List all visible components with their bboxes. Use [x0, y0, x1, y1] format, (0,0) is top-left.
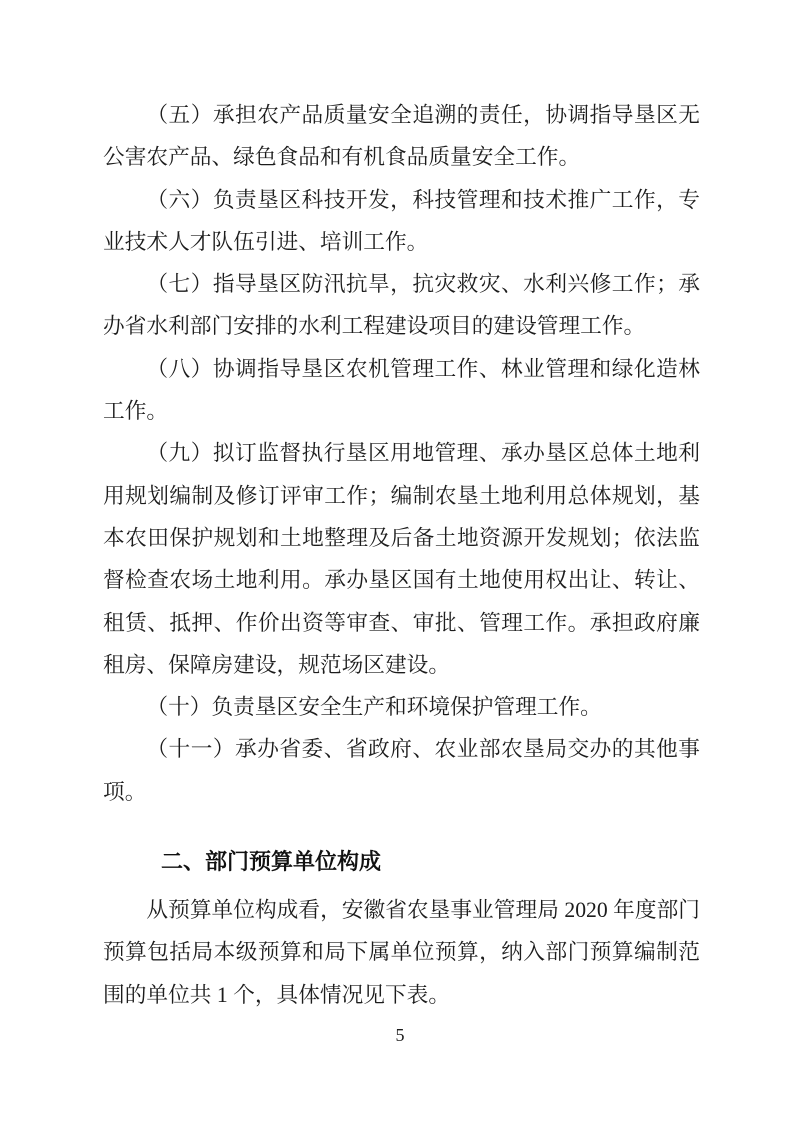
paragraph-duty-6: （六）负责垦区科技开发，科技管理和技术推广工作，专业技术人才队伍引进、培训工作。 — [103, 187, 700, 254]
paragraph-duty-8: （八）协调指导垦区农机管理工作、林业管理和绿化造林工作。 — [103, 356, 700, 424]
paragraph-budget-intro: 从预算单位构成看，安徽省农垦事业管理局 2020 年度部门预算包括局本级预算和局下属单位预算，纳入部门预算编制范围的单位共 1 个，具体情况见下表。 — [103, 898, 700, 1007]
paragraph-duty-5: （五）承担农产品质量安全追溯的责任，协调指导垦区无公害农产品、绿色食品和有机食品质量安全工作。 — [103, 103, 700, 170]
document-body — [103, 94, 700, 1016]
paragraph-duty-10: （十）负责垦区安全生产和环境保护管理工作。 — [146, 695, 602, 720]
paragraph-duty-9: （九）拟订监督执行垦区用地管理、承办垦区总体土地利用规划编制及修订评审工作；编制农垦土地利用总体规划，基本农田保护规划和土地整理及后备土地资源开发规划；依法监督检查农场土地利用。承办垦区国有土地使用权出让、转让、租赁、抵押、作价出资等审查、审批、管理工作。承担政府廉租房、保障房建设，规范场区建设。 — [103, 441, 700, 677]
paragraph-duty-11: （十一）承办省委、省政府、农业部农垦局交办的其他事项。 — [103, 737, 700, 804]
paragraph-duty-7: （七）指导垦区防汛抗旱，抗灾救灾、水利兴修工作；承办省水利部门安排的水利工程建设项目的建设管理工作。 — [103, 272, 700, 339]
section-heading: 二、部门预算单位构成 — [161, 849, 382, 875]
page-number: 5 — [395, 1025, 405, 1045]
